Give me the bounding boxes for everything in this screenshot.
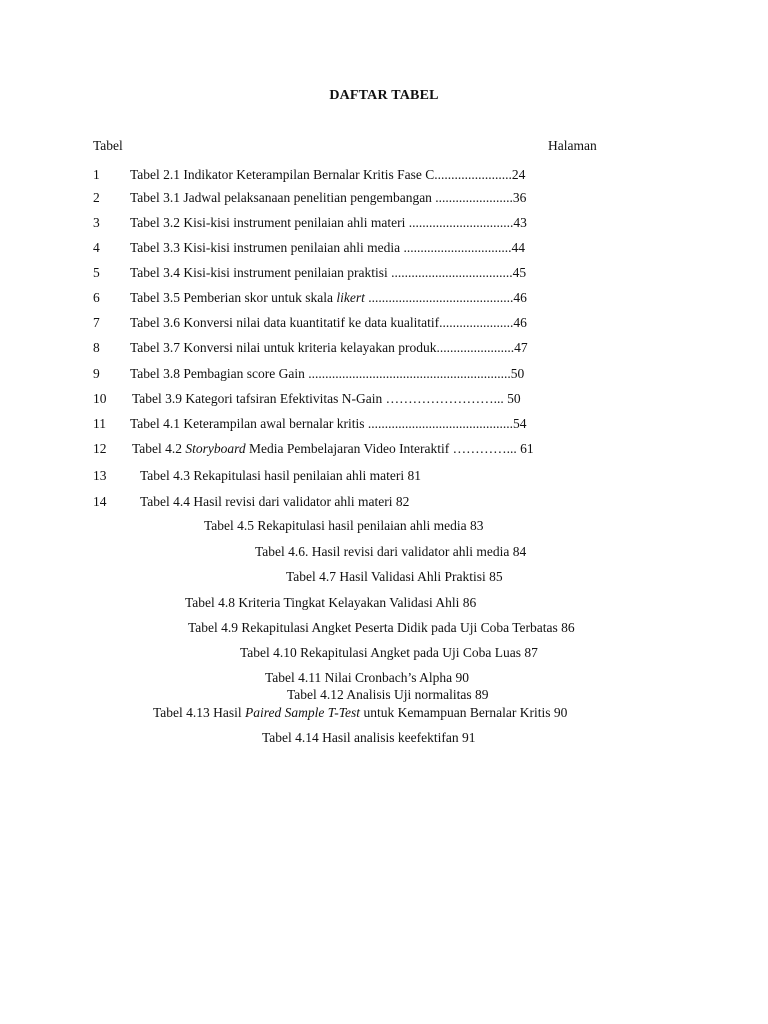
row-title [130,167,525,183]
row-number: 4 [93,240,100,255]
row-text-part: Tabel 4.6. Hasil revisi dari validator ahli media 84 [255,544,527,559]
row-number: 2 [93,190,100,205]
row-text-part: untuk Kemampuan Bernalar Kritis 90 [360,705,568,720]
row-number: 8 [93,340,100,355]
list-item[interactable] [286,569,503,585]
row-number: 5 [93,265,100,280]
italic-term: likert [336,290,365,305]
row-number: 11 [93,416,106,431]
row-text-part: Tabel 4.5 Rekapitulasi hasil penilaian ahli media 83 [204,518,484,533]
row-number: 13 [93,468,107,483]
row-text-part: Tabel 4.10 Rekapitulasi Angket pada Uji Coba Luas 87 [240,645,538,660]
row-number: 10 [93,391,107,406]
row-title [130,190,526,206]
row-text-part: Tabel 3.7 Konversi nilai untuk kriteria kelayakan produk.......................47 [130,340,528,355]
row-text-part: Tabel 3.5 Pemberian skor untuk skala [130,290,337,305]
row-text-part: Media Pembelajaran Video Interaktif …………... 61 [245,441,534,456]
row-title [130,416,526,432]
row-title [132,441,534,457]
row-number: 14 [93,494,107,509]
row-title [140,468,421,484]
column-header-page: Halaman [548,138,597,153]
row-number: 7 [93,315,100,330]
row-text-part: Tabel 4.1 Keterampilan awal bernalar kritis ...........................................54 [130,416,527,431]
row-number: 9 [93,366,100,381]
row-text-part: Tabel 4.3 Rekapitulasi hasil penilaian ahli materi 81 [140,468,421,483]
row-text-part: Tabel 4.8 Kriteria Tingkat Kelayakan Validasi Ahli 86 [185,595,477,610]
row-title [132,391,521,407]
list-item[interactable] [240,645,538,661]
italic-term: Storyboard [185,441,246,456]
row-text-part: Tabel 3.1 Jadwal pelaksanaan penelitian pengembangan .......................36 [130,190,527,205]
row-title [130,315,527,331]
list-item[interactable] [287,687,489,703]
row-text-part: Tabel 4.7 Hasil Validasi Ahli Praktisi 85 [286,569,503,584]
row-number: 1 [93,167,100,182]
row-text-part: Tabel 3.2 Kisi-kisi instrument penilaian ahli materi ...............................43 [130,215,527,230]
row-title [130,215,527,231]
row-title [130,340,528,356]
list-item[interactable] [262,730,476,746]
row-title [130,240,525,256]
row-text-part: Tabel 3.9 Kategori tafsiran Efektivitas N-Gain ……………………... 50 [132,391,521,406]
row-text-part: Tabel 4.2 [132,441,186,456]
row-text-part: Tabel 4.11 Nilai Cronbach’s Alpha 90 [265,670,470,685]
row-text-part: ...........................................46 [364,290,527,305]
list-item[interactable] [204,518,483,534]
row-number: 3 [93,215,100,230]
row-title [130,290,527,306]
row-text-part: Tabel 4.12 Analisis Uji normalitas 89 [287,687,489,702]
row-text-part: Tabel 3.3 Kisi-kisi instrumen penilaian ahli media ................................44 [130,240,525,255]
row-text-part: Tabel 4.9 Rekapitulasi Angket Peserta Didik pada Uji Coba Terbatas 86 [188,620,575,635]
italic-term: Paired Sample T-Test [245,705,361,720]
row-title [140,494,409,510]
list-item[interactable] [185,595,476,611]
list-item[interactable] [265,670,469,686]
row-text-part: Tabel 3.6 Konversi nilai data kuantitatif ke data kualitatif......................46 [130,315,527,330]
list-item[interactable] [153,705,567,721]
row-number: 12 [93,441,107,456]
row-text-part: Tabel 4.14 Hasil analisis keefektifan 91 [262,730,476,745]
page-title: DAFTAR TABEL [329,88,439,103]
list-item[interactable] [188,620,575,636]
row-text-part: Tabel 4.4 Hasil revisi dari validator ahli materi 82 [140,494,410,509]
row-title [130,265,526,281]
row-text-part: Tabel 4.13 Hasil [153,705,246,720]
row-title [130,366,524,382]
row-text-part: Tabel 3.8 Pembagian score Gain ............................................................50 [130,366,525,381]
row-text-part: Tabel 2.1 Indikator Keterampilan Bernalar Kritis Fase C.......................24 [130,167,526,182]
row-text-part: Tabel 3.4 Kisi-kisi instrument penilaian praktisi ....................................45 [130,265,527,280]
list-item[interactable] [255,544,526,560]
row-number: 6 [93,290,100,305]
column-header-table: Tabel [93,138,123,153]
